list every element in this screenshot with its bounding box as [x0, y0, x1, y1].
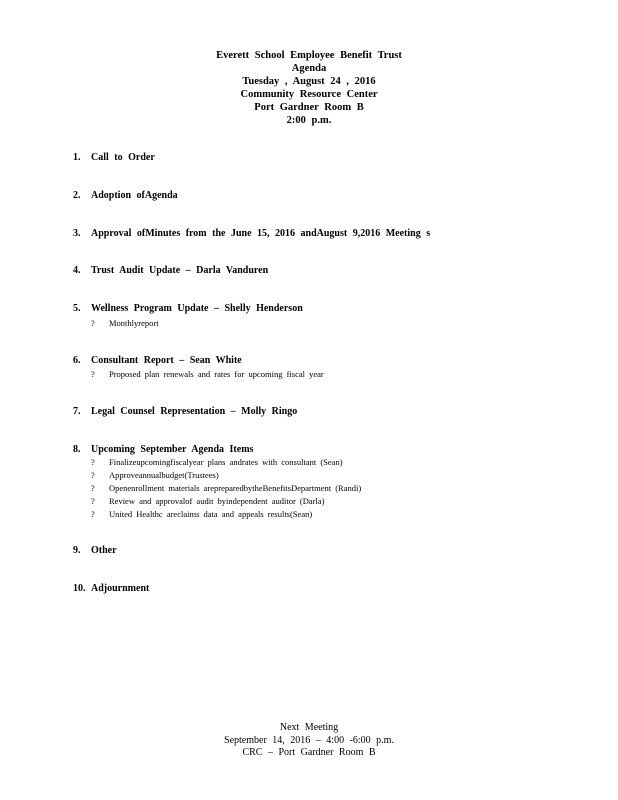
agenda-item-title	[73, 406, 297, 418]
item-number: 2.	[73, 190, 81, 201]
item-number: 1.	[73, 152, 81, 163]
item-number: 5.	[73, 303, 81, 314]
item-label: Other	[91, 545, 117, 556]
agenda-item-title	[73, 228, 430, 240]
item-number: 3.	[73, 228, 81, 239]
agenda-sub-bullet	[91, 496, 324, 507]
bullet-text: Proposed plan renewals and rates for upcoming fiscal year	[109, 369, 324, 379]
bullet-text: United Healthc areclaims data and appeals results(Sean)	[109, 509, 313, 519]
organization-title: Everett School Employee Benefit Trust	[216, 50, 402, 61]
bullet-glyph: ?	[91, 369, 95, 379]
document-title: Agenda	[291, 63, 327, 74]
agenda-header	[0, 49, 618, 127]
bullet-glyph: ?	[91, 496, 95, 506]
agenda-item-title	[73, 265, 268, 277]
next-meeting-footer	[0, 722, 618, 760]
meeting-time: 2:00 p.m.	[286, 115, 332, 126]
meeting-date: Tuesday , August 24 , 2016	[242, 76, 376, 87]
agenda-sub-bullet	[91, 483, 361, 494]
bullet-glyph: ?	[91, 509, 95, 519]
bullet-text: Approveannualbudget(Trustees)	[109, 470, 219, 480]
item-label: Approval ofMinutes from the June 15, 2016 andAugust 9,2016 Meeting s	[91, 228, 431, 239]
item-label: Consultant Report – Sean White	[91, 355, 242, 366]
item-number: 10.	[73, 583, 86, 594]
item-number: 8.	[73, 444, 81, 455]
agenda-item-title	[73, 190, 178, 202]
item-label: Wellness Program Update – Shelly Henderson	[91, 303, 303, 314]
agenda-item-title	[73, 545, 117, 557]
item-label: Trust Audit Update – Darla Vanduren	[91, 265, 269, 276]
agenda-sub-bullet	[91, 318, 159, 329]
agenda-item-title	[73, 355, 242, 367]
agenda-sub-bullet	[91, 509, 312, 520]
item-label: Call to Order	[91, 152, 155, 163]
bullet-text: Openenrollment materials arepreparedbytheBenefitsDepartment (Randi)	[109, 483, 362, 493]
next-meeting-location: CRC – Port Gardner Room B	[242, 747, 376, 758]
next-meeting-date: September 14, 2016 – 4:00 -6:00 p.m.	[224, 734, 394, 746]
item-number: 7.	[73, 406, 81, 417]
bullet-glyph: ?	[91, 457, 95, 467]
bullet-text: Review and approvalof audit byindependent auditor (Darla)	[109, 496, 325, 506]
item-label: Legal Counsel Representation – Molly Ringo	[91, 406, 298, 417]
agenda-item-title	[73, 444, 253, 456]
meeting-room: Port Gardner Room B	[254, 102, 364, 113]
next-meeting-heading: Next Meeting	[279, 722, 339, 733]
bullet-glyph: ?	[91, 318, 95, 328]
agenda-sub-bullet	[91, 470, 219, 481]
agenda-item-title	[73, 583, 149, 595]
item-number: 9.	[73, 545, 81, 556]
agenda-item-title	[73, 152, 155, 164]
item-label: Upcoming September Agenda Items	[91, 444, 254, 455]
bullet-text: Finalizeupcomingfiscalyear plans andrates with consultant (Sean)	[109, 457, 343, 467]
item-label: Adjournment	[91, 583, 150, 594]
agenda-sub-bullet	[91, 369, 324, 380]
item-number: 4.	[73, 265, 81, 276]
bullet-text: Monthlyreport	[109, 318, 159, 328]
agenda-item-title	[73, 303, 303, 315]
bullet-glyph: ?	[91, 470, 95, 480]
bullet-glyph: ?	[91, 483, 95, 493]
item-label: Adoption ofAgenda	[91, 190, 178, 201]
item-number: 6.	[73, 355, 81, 366]
agenda-sub-bullet	[91, 457, 343, 468]
meeting-venue: Community Resource Center	[240, 89, 378, 100]
